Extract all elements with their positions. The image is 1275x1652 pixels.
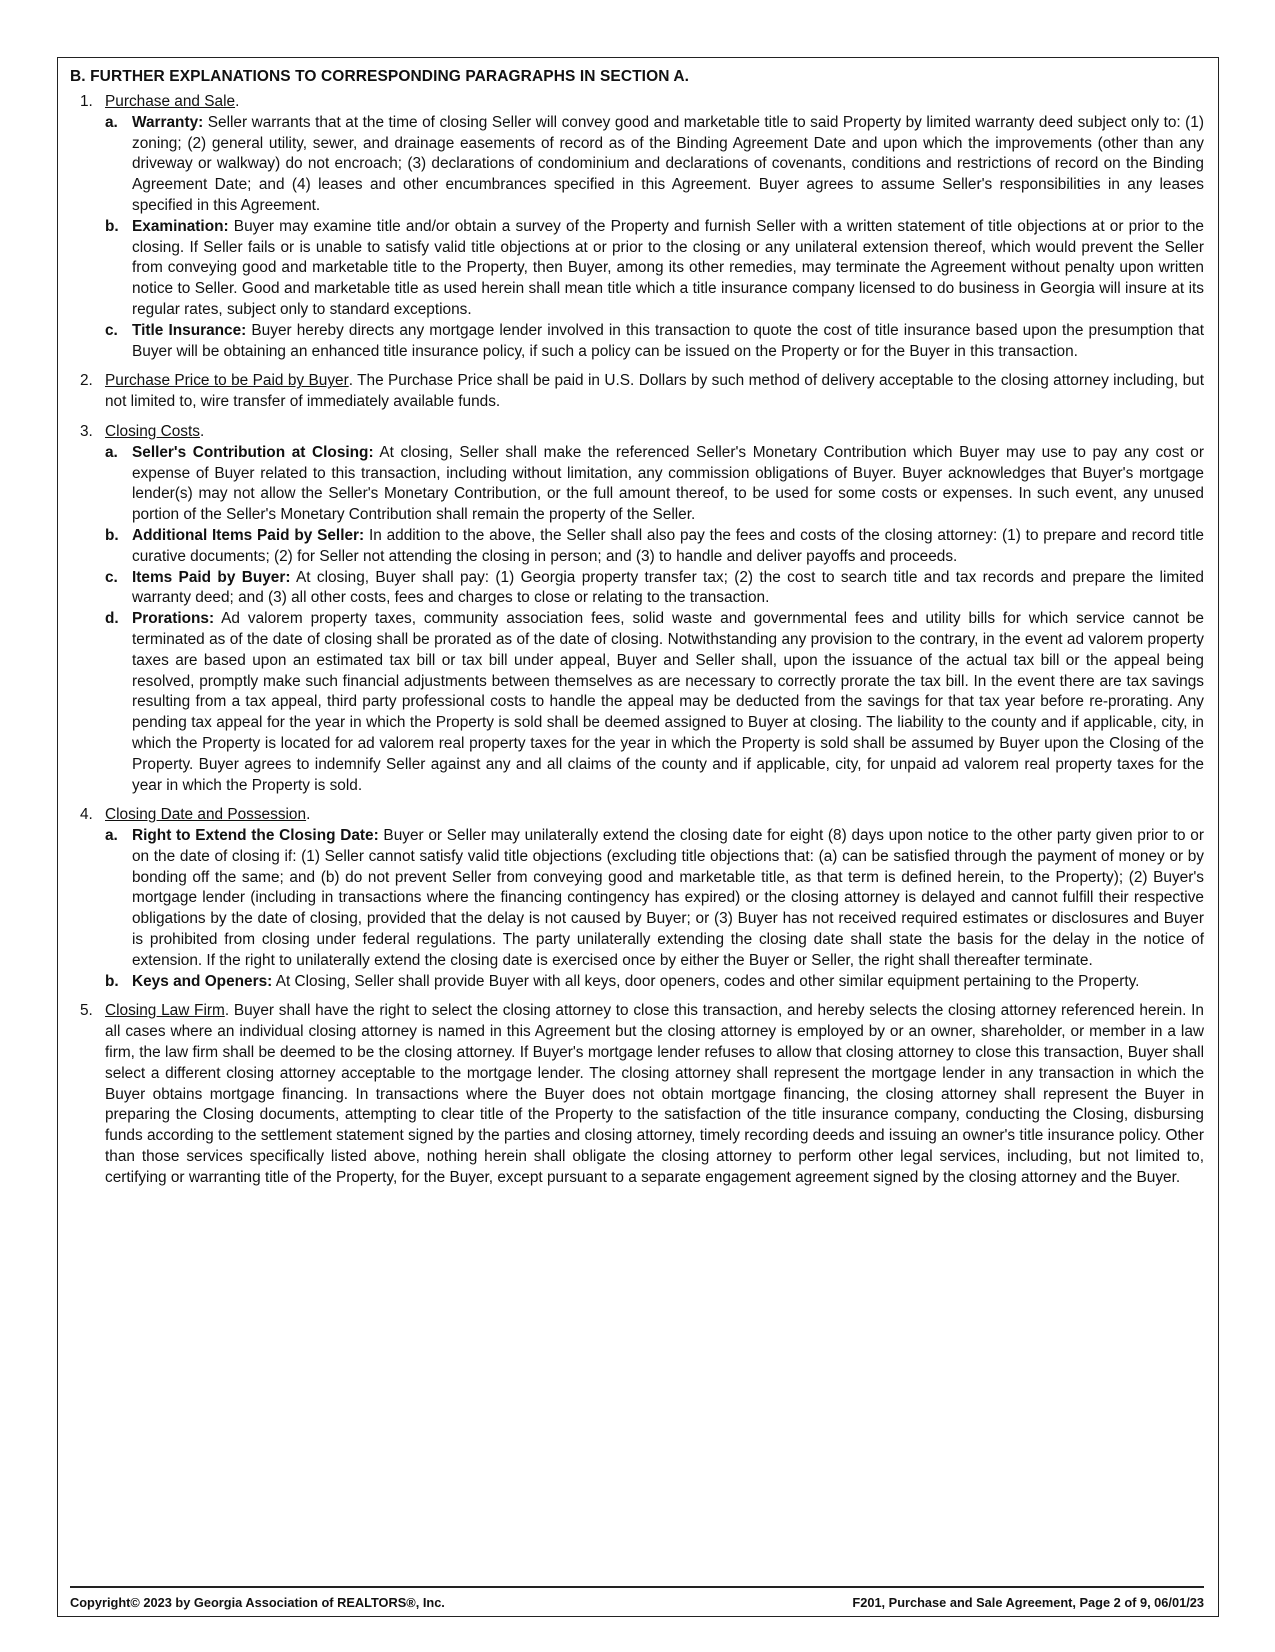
page-footer (70, 1586, 1204, 1610)
subparagraph-body (132, 113, 1204, 217)
paragraph-text: Buyer shall have the right to select the closing attorney to close this transaction, and hereby selects the closing attorney referenced herein. In all cases where an individual closing attorney is named in this Agreement but the closing attorney is employed by or an owner, shareholder, or member in a law firm, the law firm shall be deemed to be the closing attorney. If Buyer's mortgage lender refuses to allow that closing attorney to close this transaction, Buyer shall select a different closing attorney acceptable to the mortgage lender. The closing attorney shall represent the mortgage lender in any transaction in which the Buyer obtains mortgage financing. In transactions where the Buyer does not obtain mortgage financing, the closing attorney shall represent the Buyer in preparing the Closing documents, attempting to clear title of the Property to the satisfaction of the title insurance company, conducting the Closing, disbursing funds according to the settlement statement signed by the parties and closing attorney, timely recording deeds and issuing an owner's title insurance policy. Other than those services specifically listed above, nothing herein shall obligate the closing attorney to perform other legal services, including, but not limited to, certifying or warranting title of the Property, for the Buyer, except pursuant to a separate engagement agreement signed by the closing attorney and the Buyer. (105, 1002, 1204, 1186)
paragraph-title: Closing Law Firm (105, 1002, 225, 1020)
subparagraph-letter: b. (105, 217, 119, 235)
paragraph-number: 4. (80, 806, 93, 824)
footer-copyright: Copyright© 2023 by Georgia Association of REALTORS®, Inc. (70, 1595, 445, 1610)
subparagraph-title: Right to Extend the Closing Date: (132, 827, 379, 845)
paragraph-1 (70, 92, 1204, 362)
paragraph-title-suffix: . (306, 806, 311, 824)
subparagraph-letter: a. (105, 113, 118, 131)
subparagraph-title: Seller's Contribution at Closing: (132, 443, 374, 461)
paragraph-list (70, 92, 1204, 1189)
subparagraph-letter: b. (105, 972, 119, 990)
paragraph-title: Purchase Price to be Paid by Buyer (105, 372, 349, 390)
paragraph-4 (70, 805, 1204, 992)
footer-form-info: F201, Purchase and Sale Agreement, Page 2 of 9, 06/01/23 (852, 1595, 1204, 1610)
subparagraph-letter: c. (105, 568, 118, 586)
subparagraph-text: At Closing, Seller shall provide Buyer with all keys, door openers, codes and other similar equipment pertaining to the Property. (272, 972, 1140, 990)
subparagraph-text: Ad valorem property taxes, community association fees, solid waste and governmental fees and utility bills for which service cannot be terminated as of the date of closing shall be prorated as of the date of closing. Notwithstanding any provision to the contrary, in the event ad valorem property taxes are based upon an estimated tax bill or tax bill under appeal, Buyer and Seller shall, upon the issuance of the actual tax bill or the appeal being resolved, promptly make such financial adjustments between themselves as are necessary to correctly prorate the tax bill. In the event there are tax savings resulting from a tax appeal, third party professional costs to handle the appeal may be deducted from the savings for that tax year before re-prorating. Any pending tax appeal for the year in which the Property is sold shall be deemed assigned to Buyer at closing. The liability to the county and if applicable, city, in which the Property is located for ad valorem real property taxes for the year in which the Property is sold shall be assumed by Buyer upon the Closing of the Property. Buyer agrees to indemnify Seller against any and all claims of the county and if applicable, city, for unpaid ad valorem real property taxes for the year in which the Property is sold. (132, 610, 1204, 794)
paragraph-3 (70, 422, 1204, 796)
paragraph-title: Purchase and Sale (105, 93, 236, 110)
subparagraph (105, 113, 1204, 217)
document-frame (57, 57, 1219, 1617)
paragraph-title-suffix: . (235, 93, 240, 110)
subparagraph-title: Examination: (132, 217, 229, 235)
paragraph-title-suffix: . (199, 422, 205, 440)
paragraph-number: 2. (80, 372, 93, 390)
subparagraph-letter: a. (105, 827, 118, 845)
document-content (70, 68, 1204, 1189)
paragraph-lead (105, 422, 1204, 443)
subparagraph (105, 321, 1204, 363)
subparagraph-text: At closing, Buyer shall pay: (1) Georgia property transfer tax; (2) the cost to search title and tax records and prepare the limited warranty deed; and (3) all other costs, fees and charges to close or relating to the transaction. (132, 568, 1204, 607)
subparagraph-text: Seller warrants that at the time of closing Seller will convey good and marketable title to said Property by limited warranty deed subject only to: (1) zoning; (2) general utility, sewer, and drainage easements of record as of the Binding Agreement Date and upon which the improvements (other than any driveway or walkway) do not encroach; (3) declarations of condominium and declarations of covenants, conditions and restrictions of record on the Binding Agreement Date; and (4) leases and other encumbrances specified in this Agreement. Buyer agrees to assume Seller's responsibilities in any leases specified in this Agreement. (132, 113, 1204, 214)
paragraph-title-suffix: . (348, 372, 353, 390)
subparagraph-body (132, 568, 1204, 610)
subparagraph-text: Buyer or Seller may unilaterally extend the closing date for eight (8) days upon notice to the other party given prior to or on the date of closing if: (1) Seller cannot satisfy valid title objections (excluding title objections that: (a) can be satisfied through the payment of money or by bonding off the same; and (b) do not prevent Seller from conveying good and marketable title, as that term is defined herein, to the Property); (2) Buyer's mortgage lender (including in transactions where the financing contingency has expired) or the closing attorney is delayed and cannot fulfill their respective obligations by the date of closing, provided that the delay is not caused by Buyer; or (3) Buyer has not received required estimates or disclosures and Buyer is prohibited from closing under federal regulations. The party unilaterally extending the closing date shall state the basis for the delay in the notice of extension. If the right to unilaterally extend the closing date is exercised once by either the Buyer or Seller, the right shall thereafter terminate. (132, 827, 1204, 969)
subparagraph-body (132, 526, 1204, 568)
subparagraph (105, 568, 1204, 610)
subparagraph-letter: a. (105, 443, 118, 461)
paragraph-body (105, 805, 1204, 992)
subparagraph-text: At closing, Seller shall make the referenced Seller's Monetary Contribution which Buyer may use to pay any cost or expense of Buyer related to this transaction, including without limitation, any commission obligations of Buyer. Buyer acknowledges that Buyer's mortgage lender(s) may not allow the Seller's Monetary Contribution, or the full amount thereof, to be used for some costs or expenses. In such event, any unused portion of the Seller's Monetary Contribution shall remain the property of the Seller. (132, 443, 1204, 524)
subparagraph (105, 526, 1204, 568)
paragraph-body (105, 371, 1204, 413)
paragraph-lead (105, 371, 1204, 413)
subparagraph-title: Additional Items Paid by Seller: (132, 526, 365, 544)
subparagraph-text: Buyer may examine title and/or obtain a survey of the Property and furnish Seller with a written statement of title objections at or prior to the closing. If Seller fails or is unable to satisfy valid title objections at or prior to the closing or any unilateral extension thereof, which would prevent the Seller from conveying good and marketable title to the Property, then Buyer, among its other remedies, may terminate the Agreement without penalty upon written notice to Seller. Good and marketable title as used herein shall mean title which a title insurance company licensed to do business in Georgia will insure at its regular rates, subject only to standard exceptions. (132, 217, 1204, 318)
subparagraph-body (132, 321, 1204, 363)
subparagraph-body (132, 972, 1204, 993)
subparagraph-title: Keys and Openers: (132, 972, 273, 990)
subparagraph (105, 609, 1204, 796)
paragraph-lead (105, 1001, 1204, 1188)
paragraph-lead (105, 805, 1204, 826)
subparagraph-letter: b. (105, 526, 119, 544)
subparagraph-letter: d. (105, 610, 119, 628)
subparagraph-body (132, 609, 1204, 796)
subparagraph (105, 443, 1204, 526)
subparagraph-body (132, 826, 1204, 972)
subparagraph-title: Title Insurance: (132, 321, 247, 339)
paragraph-body (105, 422, 1204, 796)
paragraph-number: 3. (80, 422, 93, 440)
subparagraph-title: Prorations: (132, 610, 215, 628)
paragraph-body (105, 1001, 1204, 1188)
paragraph-number: 1. (80, 93, 93, 110)
paragraph-number: 5. (80, 1002, 93, 1020)
subparagraph (105, 972, 1204, 993)
paragraph-2 (70, 371, 1204, 413)
paragraph-lead (105, 92, 1204, 113)
paragraph-5 (70, 1001, 1204, 1188)
paragraph-title: Closing Date and Possession (105, 806, 307, 824)
section-heading: B. FURTHER EXPLANATIONS TO CORRESPONDING PARAGRAPHS IN SECTION A. (70, 68, 690, 85)
paragraph-title-suffix: . (224, 1002, 230, 1020)
subparagraph-text: In addition to the above, the Seller shall also pay the fees and costs of the closing attorney: (1) to prepare and record title curative documents; (2) for Seller not attending the closing in person; and (3) to handle and deliver payoffs and proceeds. (132, 526, 1204, 565)
subparagraph-title: Warranty: (132, 113, 204, 131)
subparagraph (105, 217, 1204, 321)
subparagraph-text: Buyer hereby directs any mortgage lender involved in this transaction to quote the cost of title insurance based upon the presumption that Buyer will be obtaining an enhanced title insurance policy, if such a policy can be issued on the Property or for the Buyer in this transaction. (132, 321, 1205, 360)
subparagraph (105, 826, 1204, 972)
paragraph-body (105, 92, 1204, 362)
subparagraph-letter: c. (105, 321, 118, 339)
paragraph-text: The Purchase Price shall be paid in U.S. Dollars by such method of delivery acceptable to the closing attorney including, but not limited to, wire transfer of immediately available funds. (105, 372, 1204, 411)
subparagraph-title: Items Paid by Buyer: (132, 568, 291, 586)
subparagraph-body (132, 217, 1204, 321)
subparagraph-body (132, 443, 1204, 526)
paragraph-title: Closing Costs (105, 422, 200, 440)
